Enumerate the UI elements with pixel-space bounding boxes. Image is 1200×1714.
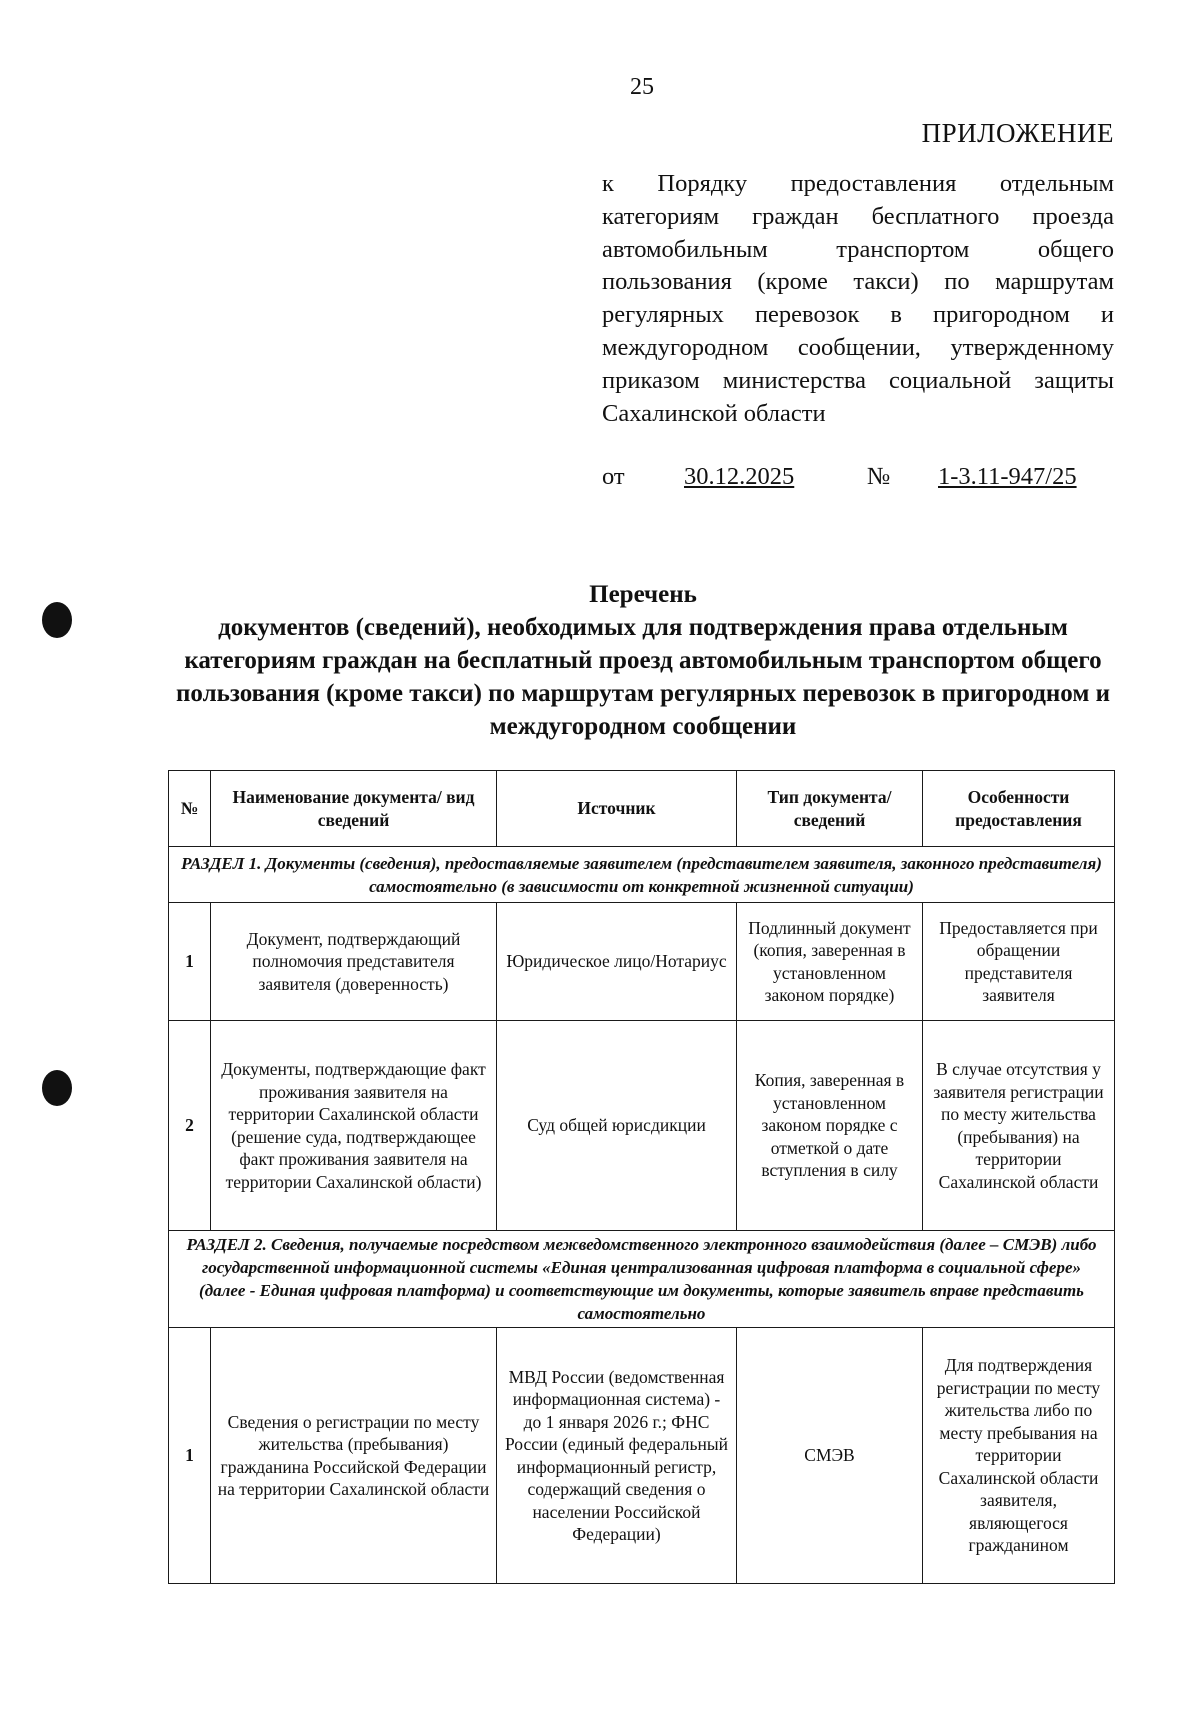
section-row (169, 847, 1115, 903)
table-header-row (169, 771, 1115, 847)
header-name: Наименование документа/ вид сведений (211, 771, 497, 847)
punch-hole-top (42, 602, 72, 638)
order-number-sign: № (867, 463, 891, 490)
header-source: Источник (497, 771, 737, 847)
section-row (169, 1231, 1115, 1328)
order-date: 30.12.2025 (684, 463, 795, 490)
cell-type: Копия, заверенная в установленном законом порядке с отметкой о дате вступления в силу (737, 1021, 923, 1231)
appendix-text: к Порядку предоставления отдельным категориям граждан бесплатного проезда автомобильным транспортом общего пользования (кроме такси) по маршрутам регулярных перевозок в пригородном и междугородном сообщении, утвержденному приказом министерства социальной защиты Сахалинской области (602, 170, 1114, 427)
order-line (602, 463, 1114, 495)
appendix-label: ПРИЛОЖЕНИЕ (921, 118, 1114, 148)
table-row (169, 1328, 1115, 1584)
order-ot: от (602, 463, 625, 490)
cell-number: 1 (169, 1328, 211, 1584)
table-row (169, 1021, 1115, 1231)
cell-source: Суд общей юрисдикции (497, 1021, 737, 1231)
header-number: № (169, 771, 211, 847)
cell-source: МВД России (ведомственная информационная система) - до 1 января 2026 г.; ФНС России (единый федеральный информационный регистр, содержащий сведения о населении Российской Федерации) (497, 1328, 737, 1584)
cell-number: 1 (169, 903, 211, 1021)
cell-type: Подлинный документ (копия, заверенная в установленном законом порядке) (737, 903, 923, 1021)
order-number: 1-3.11-947/25 (938, 463, 1077, 490)
title-rest: документов (сведений), необходимых для подтверждения права отдельным категориям граждан на бесплатный проезд автомобильным транспортом общего пользования (кроме такси) по маршрутам регулярных перевозок в пригородном и междугородном сообщении (176, 614, 1110, 740)
document-title (160, 578, 1126, 743)
cell-notes: В случае отсутствия у заявителя регистрации по месту жительства (пребывания) на территории Сахалинской области (923, 1021, 1115, 1231)
cell-number: 2 (169, 1021, 211, 1231)
section-1-title: РАЗДЕЛ 1. Документы (сведения), предоставляемые заявителем (представителем заявителя, законного представителя) самостоятельно (в зависимости от конкретной жизненной ситуации) (169, 847, 1115, 903)
documents-table (168, 770, 1115, 1584)
title-first-line: Перечень (589, 581, 697, 608)
cell-source: Юридическое лицо/Нотариус (497, 903, 737, 1021)
table-row (169, 903, 1115, 1021)
cell-notes: Предоставляется при обращении представителя заявителя (923, 903, 1115, 1021)
punch-hole-bottom (42, 1070, 72, 1106)
cell-name: Сведения о регистрации по месту жительства (пребывания) гражданина Российской Федерации на территории Сахалинской области (211, 1328, 497, 1584)
cell-type: СМЭВ (737, 1328, 923, 1584)
header-notes: Особенности предоставления (923, 771, 1115, 847)
cell-name: Документы, подтверждающие факт проживания заявителя на территории Сахалинской области (решение суда, подтверждающее факт проживания заявителя на территории Сахалинской области) (211, 1021, 497, 1231)
section-2-title: РАЗДЕЛ 2. Сведения, получаемые посредством межведомственного электронного взаимодействия (далее – СМЭВ) либо государственной информационной системы «Единая централизованная цифровая платформа в социальной сфере» (далее - Единая цифровая платформа) и соответствующие им документы, которые заявитель вправе представить самостоятельно (169, 1231, 1115, 1328)
cell-name: Документ, подтверждающий полномочия представителя заявителя (доверенность) (211, 903, 497, 1021)
header-type: Тип документа/ сведений (737, 771, 923, 847)
cell-notes: Для подтверждения регистрации по месту жительства либо по месту пребывания на территории Сахалинской области заявителя, являющегося гражданином (923, 1328, 1115, 1584)
